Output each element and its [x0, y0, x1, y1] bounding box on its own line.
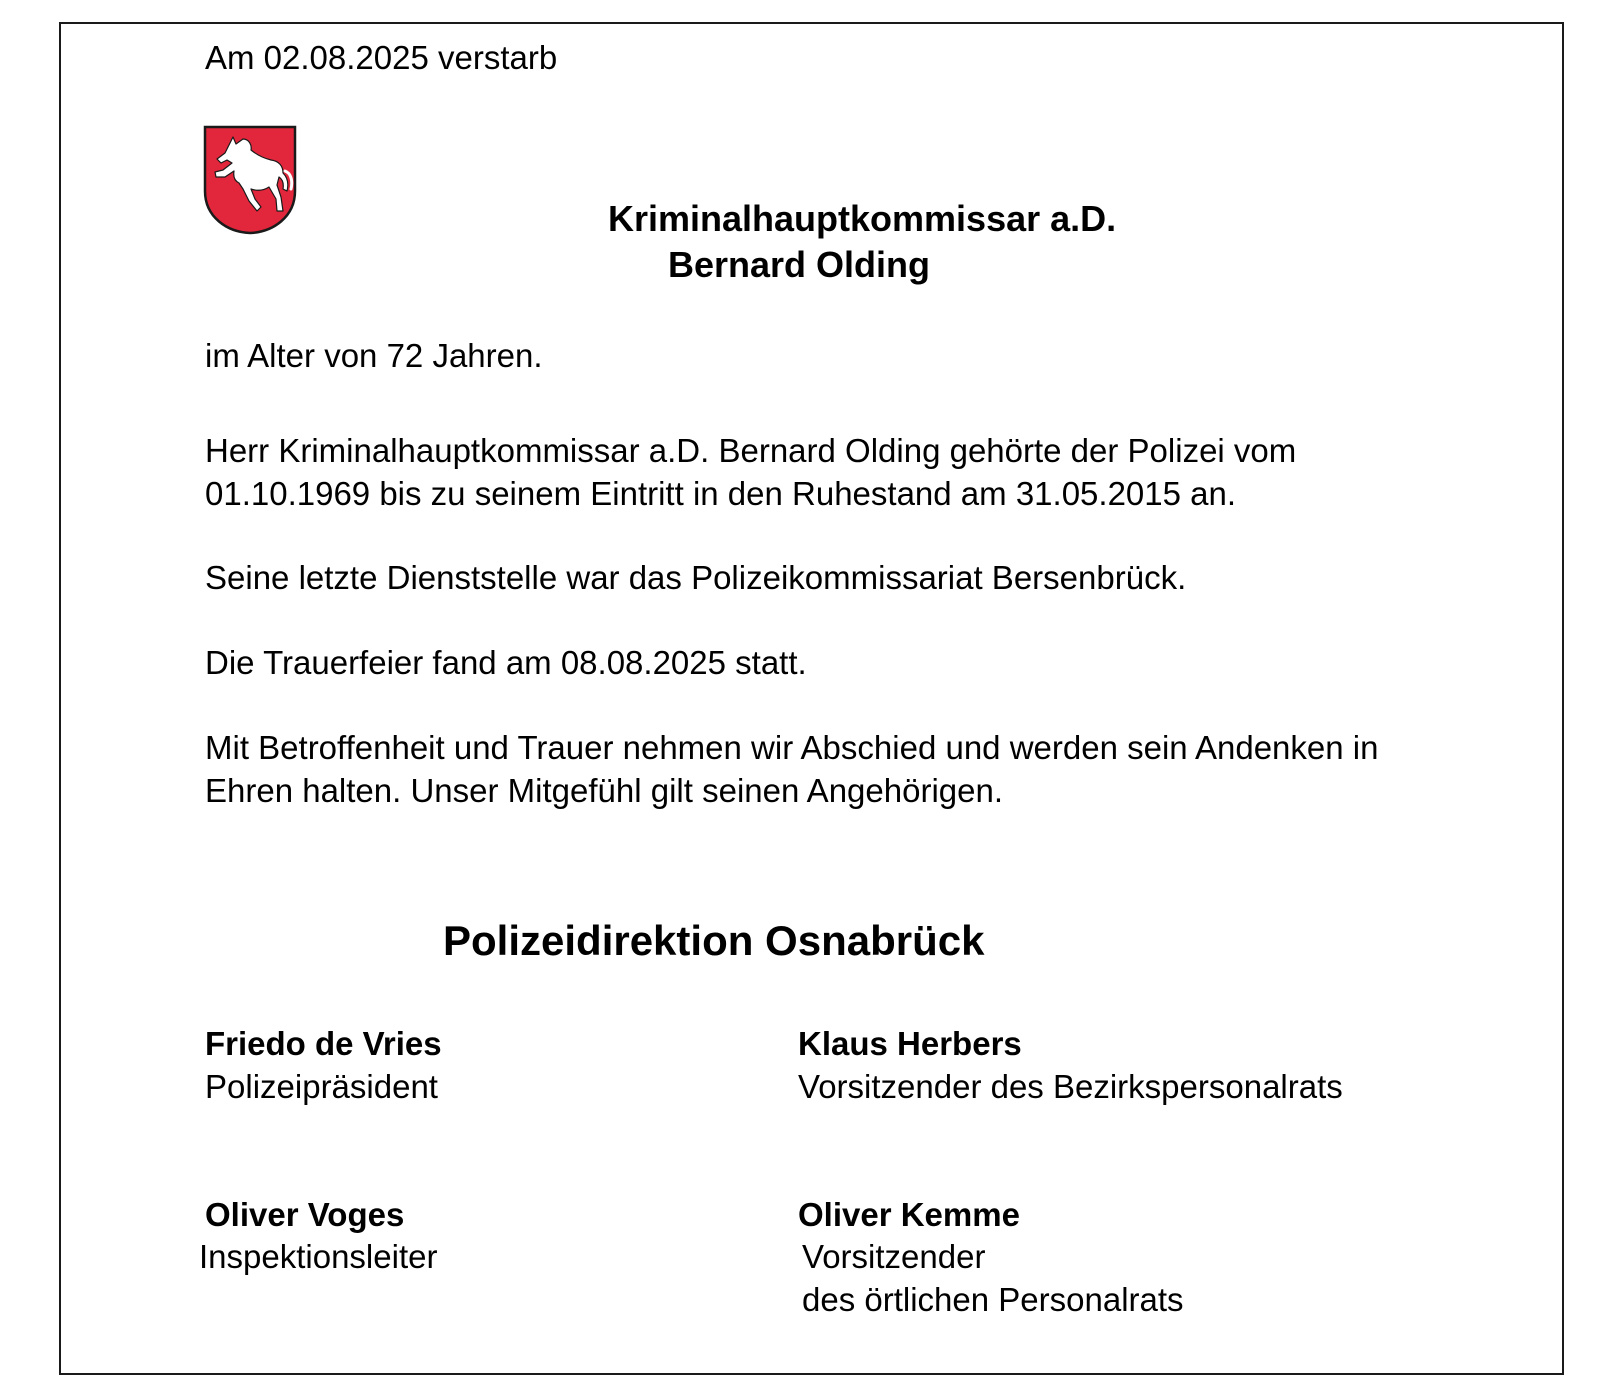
- deceased-name: Bernard Olding: [668, 244, 931, 285]
- age-text: im Alter von 72 Jahren.: [205, 337, 543, 374]
- signatory-role-line1: Vorsitzender: [802, 1238, 986, 1275]
- farewell-text-line2: Ehren halten. Unser Mitgefühl gilt seinen Angehörigen.: [205, 772, 1004, 809]
- signatory-name: Oliver Kemme: [798, 1196, 1020, 1233]
- farewell-text-line1: Mit Betroffenheit und Trauer nehmen wir Abschied und werden sein Andenken in: [205, 729, 1379, 766]
- intro-text: Am 02.08.2025 verstarb: [205, 39, 558, 76]
- signatory-role-line2: des örtlichen Personalrats: [802, 1281, 1184, 1318]
- signatory-role: Polizeipräsident: [205, 1068, 438, 1105]
- service-text-line2: 01.10.1969 bis zu seinem Eintritt in den Ruhestand am 31.05.2015 an.: [205, 475, 1237, 512]
- lower-saxony-coat-of-arms-icon: [203, 125, 297, 235]
- signatory-role: Vorsitzender des Bezirkspersonalrats: [798, 1068, 1343, 1105]
- signatory-name: Klaus Herbers: [798, 1025, 1022, 1062]
- service-text-line1: Herr Kriminalhauptkommissar a.D. Bernard Olding gehörte der Polizei vom: [205, 432, 1297, 469]
- deceased-rank: Kriminalhauptkommissar a.D.: [608, 198, 1117, 239]
- signatory-role: Inspektionsleiter: [199, 1238, 438, 1275]
- funeral-text: Die Trauerfeier fand am 08.08.2025 statt.: [205, 644, 807, 681]
- signatory-name: Oliver Voges: [205, 1196, 405, 1233]
- signatory-name: Friedo de Vries: [205, 1025, 442, 1062]
- last-post-text: Seine letzte Dienststelle war das Polizeikommissariat Bersenbrück.: [205, 559, 1187, 596]
- organization-name: Polizeidirektion Osnabrück: [443, 917, 985, 964]
